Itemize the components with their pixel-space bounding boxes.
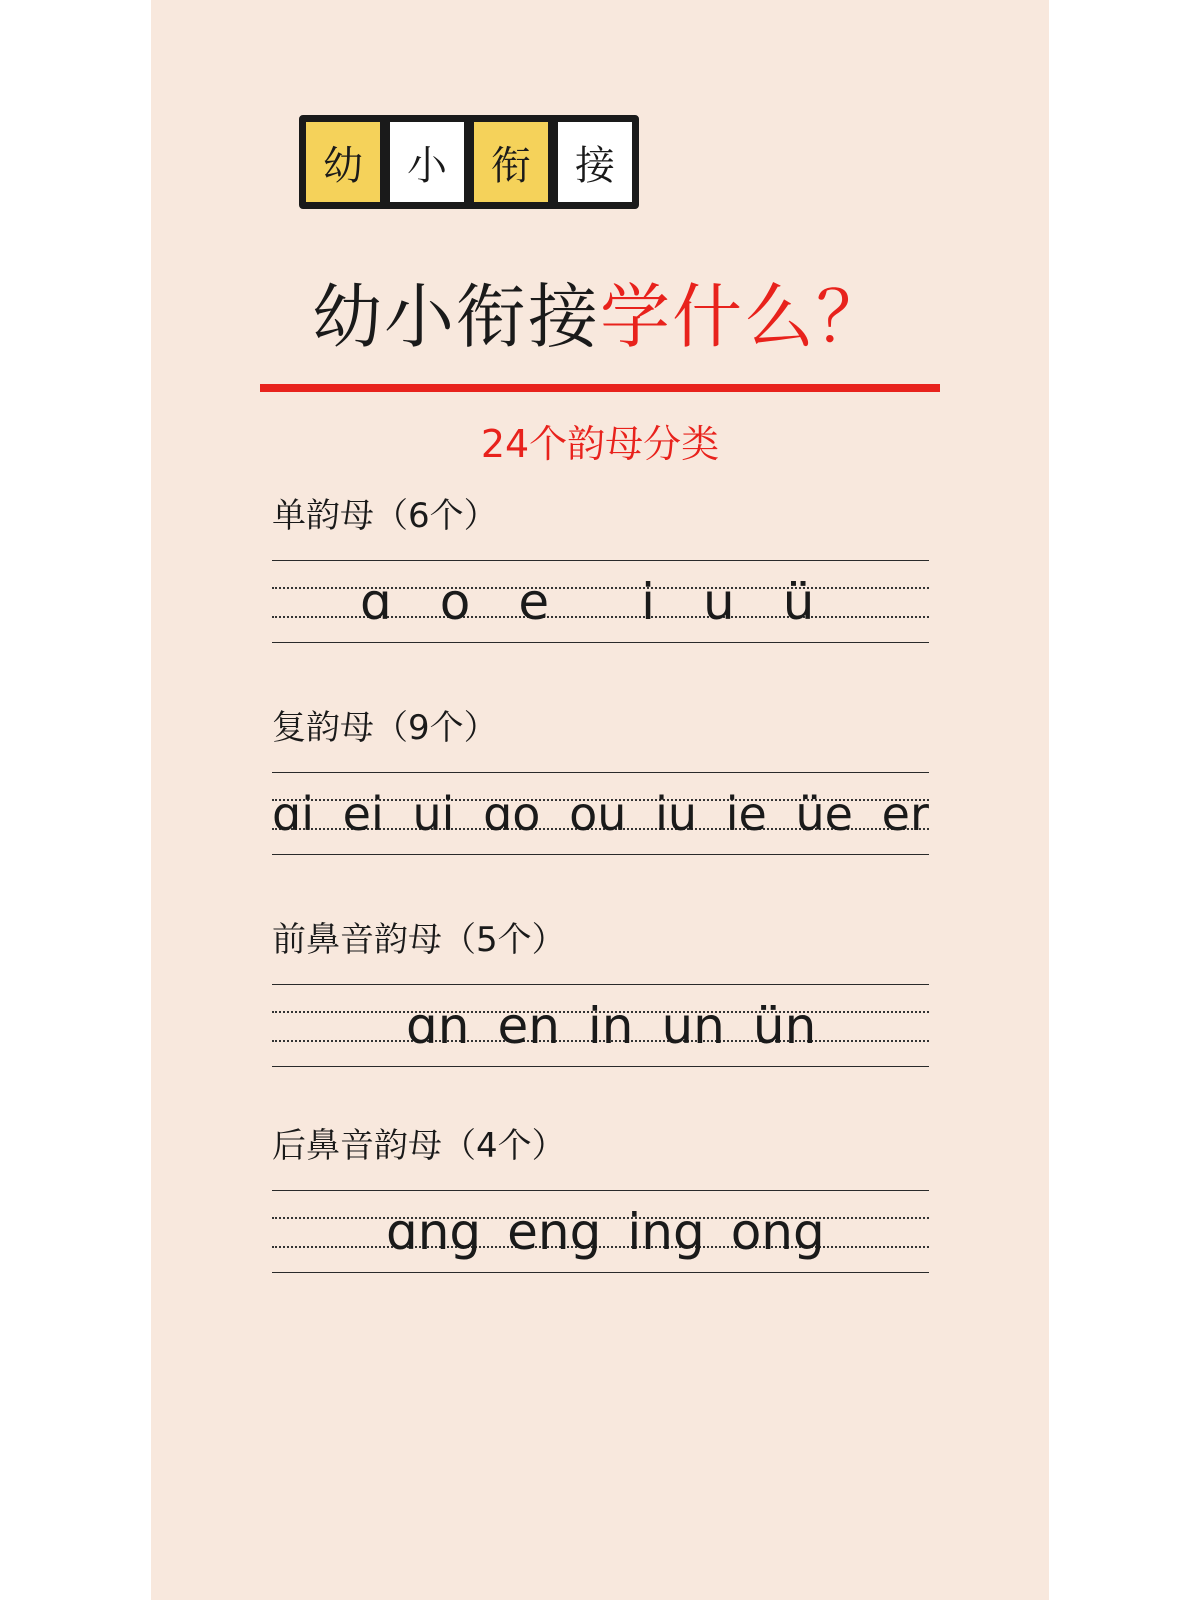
final: ong — [730, 1203, 825, 1261]
title-black-part: 幼小衔接 — [312, 276, 600, 358]
final: ɑng — [386, 1203, 482, 1261]
final: ou — [569, 787, 627, 841]
staff-line — [272, 1190, 929, 1191]
final: ün — [752, 997, 817, 1055]
tile-xiao: 小 — [387, 119, 467, 205]
final: o — [439, 573, 471, 631]
final: ei — [342, 787, 384, 841]
section-label-compound-finals: 复韵母（9个） — [272, 708, 498, 748]
final: u — [703, 573, 735, 631]
title-tiles — [299, 115, 639, 209]
finals-row — [272, 786, 929, 842]
title-divider — [260, 384, 940, 392]
staff-line — [272, 984, 929, 985]
staff-back-nasal-finals — [272, 1190, 929, 1274]
final: ɑi — [272, 787, 314, 841]
final: ɑn — [406, 997, 470, 1055]
page-title — [260, 275, 940, 359]
finals-row — [272, 998, 929, 1054]
final: ü — [782, 573, 815, 631]
staff-line — [272, 642, 929, 643]
final: un — [661, 997, 725, 1055]
tile-jie: 接 — [555, 119, 635, 205]
final: ie — [725, 787, 767, 841]
final: ing — [627, 1203, 705, 1261]
staff-line — [272, 772, 929, 773]
final: ui — [412, 787, 455, 841]
final: ɑo — [483, 787, 541, 841]
final: üe — [795, 787, 853, 841]
finals-row — [272, 574, 929, 630]
final: e — [518, 573, 550, 631]
subtitle: 24个韵母分类 — [480, 422, 720, 466]
final: in — [587, 997, 634, 1055]
final: iu — [655, 787, 698, 841]
final: er — [881, 787, 929, 841]
final: i — [641, 573, 656, 631]
staff-line — [272, 1066, 929, 1067]
final: ɑ — [360, 573, 392, 631]
staff-front-nasal-finals — [272, 984, 929, 1068]
title-red-part: 学什么？ — [600, 276, 888, 358]
tile-you: 幼 — [303, 119, 383, 205]
finals-row — [272, 1204, 929, 1260]
staff-line — [272, 560, 929, 561]
staff-compound-finals — [272, 772, 929, 856]
staff-single-finals — [272, 560, 929, 644]
final: en — [497, 997, 560, 1055]
section-label-back-nasal-finals: 后鼻音韵母（4个） — [272, 1126, 566, 1166]
staff-line — [272, 854, 929, 855]
staff-line — [272, 1272, 929, 1273]
tile-xian: 衔 — [471, 119, 551, 205]
section-label-front-nasal-finals: 前鼻音韵母（5个） — [272, 920, 566, 960]
section-label-single-finals: 单韵母（6个） — [272, 496, 498, 536]
final: eng — [507, 1203, 602, 1261]
